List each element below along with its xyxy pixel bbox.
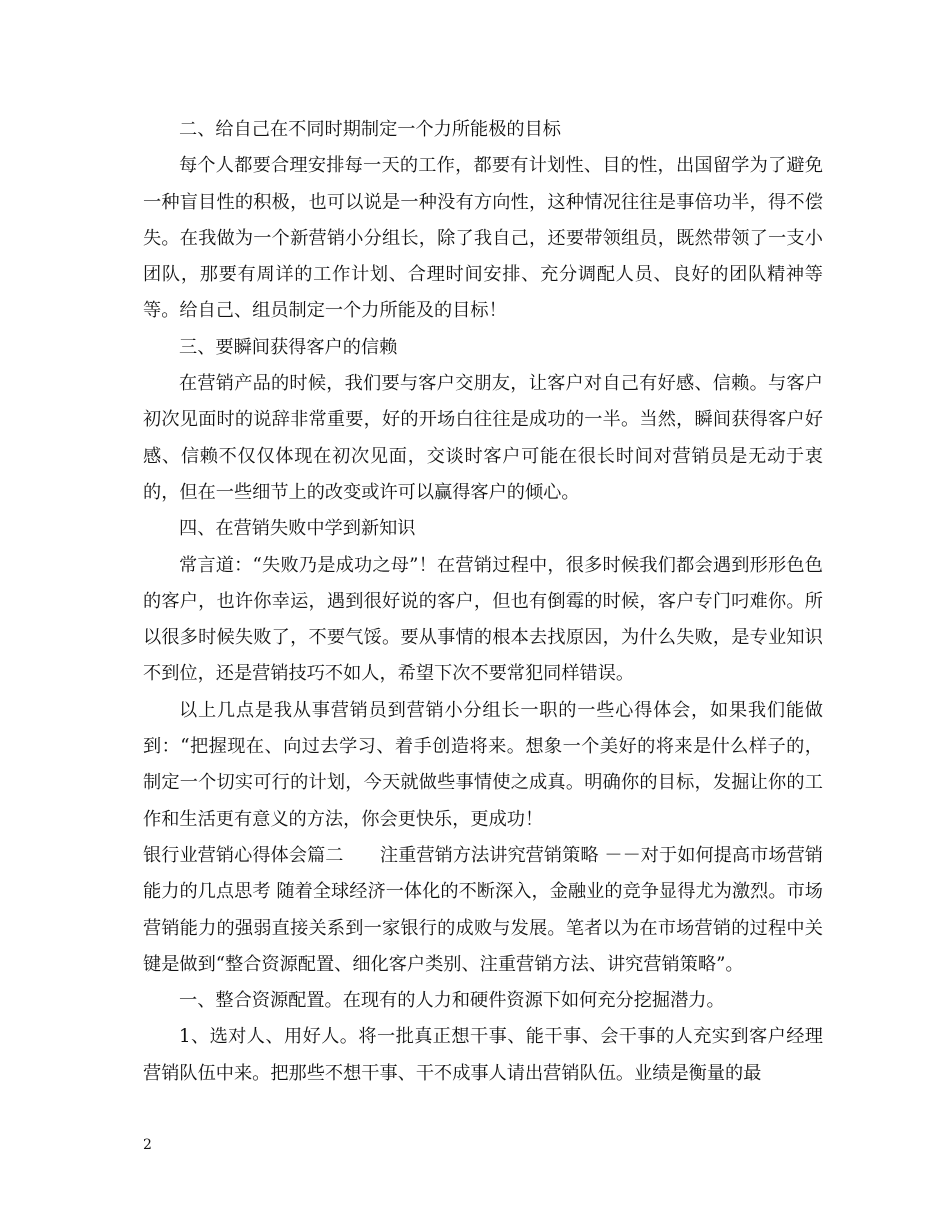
subsection-heading-1: 一、整合资源配置。在现有的人力和硬件资源下如何充分挖掘潜力。 [179,990,725,1012]
article-title-paragraph: 银行业营销心得体会篇二 注重营销方法讲究营销策略 －－对于如何提高市场营销能力的几点思考 随着全球经济一体化的不断深入，金融业的竞争显得尤为激烈。市场营销能力的强弱直接关系到一家银行的成败与发展。笔者以为在市场营销的过程中关键是做到“整合资源配置、细化客户类别、注重营销方法、讲究营销策略”。 [143,844,823,975]
section-heading-4: 四、在营销失败中学到新知识 [179,518,416,540]
body-paragraph: 以上几点是我从事营销员到营销小分组长一职的一些心得体会，如果我们能做到：“把握现在、向过去学习、着手创造将来。想象一个美好的将来是什么样子的，制定一个切实可行的计划，今天就做些事情使之成真。明确你的目标，发掘让你的工作和生活更有意义的方法，你会更快乐，更成功！ [143,699,823,830]
body-paragraph: 1、选对人、用好人。将一批真正想干事、能干事、会干事的人充实到客户经理营销队伍中来。把那些不想干事、干不成事人请出营销队伍。业绩是衡量的最 [143,1026,823,1084]
body-paragraph: 常言道：“失败乃是成功之母”！在营销过程中，很多时候我们都会遇到形形色色的客户，也许你幸运，遇到很好说的客户，但也有倒霉的时候，客户专门叼难你。所以很多时候失败了，不要气馁。要从事情的根本去找原因，为什么失败，是专业知识不到位，还是营销技巧不如人，希望下次不要常犯同样错误。 [143,554,823,685]
document-body [143,112,823,1092]
section-heading-2: 二、给自己在不同时期制定一个力所能极的目标 [179,119,561,140]
section-heading-3: 三、要瞬间获得客户的信赖 [179,336,398,358]
page-number: 2 [143,1137,152,1153]
body-paragraph: 在营销产品的时候，我们要与客户交朋友，让客户对自己有好感、信赖。与客户初次见面时的说辞非常重要，好的开场白往往是成功的一半。当然，瞬间获得客户好感、信赖不仅仅体现在初次见面，交谈时客户可能在很长时间对营销员是无动于衷的，但在一些细节上的改变或许可以赢得客户的倾心。 [143,373,823,503]
body-paragraph: 每个人都要合理安排每一天的工作，都要有计划性、目的性，出国留学为了避免一种盲目性的积极，也可以说是一种没有方向性，这种情况往往是事倍功半，得不偿失。在我做为一个新营销小分组长，除了我自己，还要带领组员，既然带领了一支小团队，那要有周详的工作计划、合理时间安排、充分调配人员、良好的团队精神等等。给自己、组员制定一个力所能及的目标！ [143,155,823,322]
